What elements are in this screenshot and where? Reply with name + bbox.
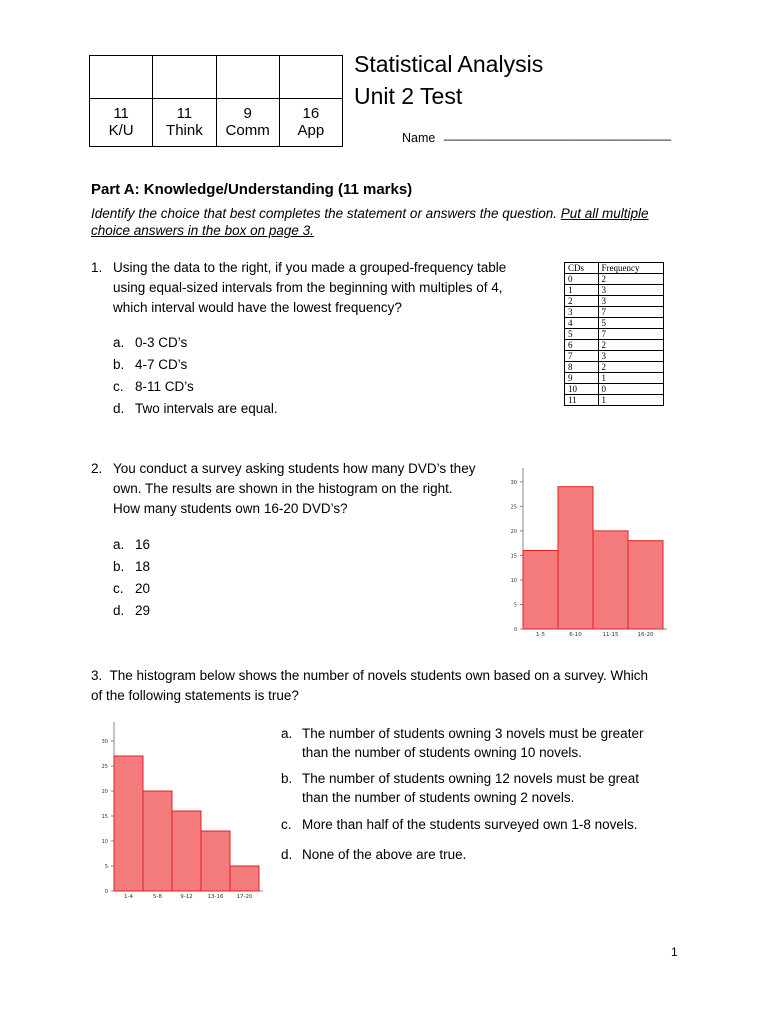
part-a-heading: Part A: Knowledge/Understanding (11 marks) [91, 181, 413, 198]
instruction-text: Identify the choice that best completes the statement or answers the question. [91, 206, 561, 221]
x-tick-label: 1-4 [124, 894, 133, 900]
freq-cell: 3 [598, 285, 664, 296]
option-text: 16 [135, 537, 151, 552]
y-tick-label: 10 [101, 839, 108, 845]
cd-cell: 3 [565, 307, 599, 318]
q1-option-a[interactable] [113, 335, 188, 350]
option-text: 18 [135, 559, 151, 574]
q1-text [113, 258, 506, 318]
q3-line-text: The histogram below shows the number of novels students own based on a survey. Which [109, 668, 649, 683]
option-text: 4-7 CD’s [135, 357, 188, 372]
cd-cell: 1 [565, 285, 599, 296]
histogram-bar [172, 811, 201, 891]
freq-cell: 2 [598, 274, 664, 285]
option-text: 20 [135, 581, 151, 596]
q3-option-d[interactable] [281, 845, 467, 864]
option-letter: a. [113, 537, 125, 552]
q1-option-d[interactable] [113, 401, 278, 416]
marks-label: Comm [216, 122, 279, 147]
freq-cell: 2 [598, 340, 664, 351]
option-letter: c. [281, 817, 292, 832]
cd-cell: 9 [565, 373, 599, 384]
freq-cell: 1 [598, 373, 664, 384]
marks-value: 11 [90, 99, 153, 122]
option-letter: a. [281, 726, 293, 741]
dvd-histogram [490, 465, 670, 645]
x-tick-label: 17-20 [236, 894, 253, 900]
y-tick-label: 30 [101, 739, 108, 745]
q2-line: You conduct a survey asking students how many DVD’s they [113, 461, 476, 476]
option-text: Two intervals are equal. [135, 401, 278, 416]
marks-table [89, 55, 343, 147]
part-a-instructions [91, 205, 691, 239]
histogram-bar [628, 541, 663, 629]
marks-blank-cell[interactable] [153, 56, 216, 99]
instruction-underlined: choice answers in the box on page 3. [91, 223, 314, 238]
y-tick-label: 30 [510, 479, 517, 486]
cd-cell: 11 [565, 395, 599, 406]
y-tick-label: 15 [510, 553, 517, 560]
cd-cell: 5 [565, 329, 599, 340]
q1-number: 1. [91, 260, 103, 275]
q1-line: Using the data to the right, if you made a grouped-frequency table [113, 260, 507, 275]
name-input-line[interactable]: _______________________________ [444, 126, 672, 141]
q3-number: 3. [91, 668, 103, 683]
page-title: Statistical Analysis [354, 51, 544, 77]
histogram-bar [523, 551, 558, 630]
q2-number: 2. [91, 461, 103, 476]
freq-cell: 3 [598, 351, 664, 362]
marks-value: 16 [279, 99, 342, 122]
option-line: The number of students owning 3 novels must be greater [302, 726, 644, 741]
option-letter: c. [113, 379, 124, 394]
x-tick-label: 13-16 [207, 894, 224, 900]
marks-blank-cell[interactable] [90, 56, 153, 99]
option-letter: d. [281, 847, 293, 862]
option-text [302, 769, 639, 807]
marks-blank-cell[interactable] [279, 56, 342, 99]
cd-cell: 10 [565, 384, 599, 395]
freq-cell: 2 [598, 362, 664, 373]
q2-option-b[interactable] [113, 559, 151, 574]
q2-line: own. The results are shown in the histogram on the right. [113, 481, 453, 496]
cd-cell: 4 [565, 318, 599, 329]
marks-label: Think [153, 122, 216, 147]
histogram-bar [558, 487, 593, 629]
option-letter: d. [113, 401, 125, 416]
y-tick-label: 15 [101, 814, 108, 820]
q2-option-c[interactable] [113, 581, 151, 596]
y-tick-label: 5 [513, 602, 517, 609]
freq-cell: 7 [598, 307, 664, 318]
option-text [302, 724, 643, 762]
freq-cell: 7 [598, 329, 664, 340]
freq-cell: 1 [598, 395, 664, 406]
cd-frequency-table [564, 262, 664, 406]
x-tick-label: 1-5 [536, 632, 545, 638]
cd-cell: 6 [565, 340, 599, 351]
instruction-underlined: Put all multiple [560, 206, 649, 221]
histogram-bar [201, 831, 230, 891]
y-tick-label: 20 [101, 789, 108, 795]
x-tick-label: 9-12 [180, 894, 193, 900]
novels-histogram [90, 715, 270, 900]
page-subtitle: Unit 2 Test [354, 83, 463, 109]
histogram-bar [230, 866, 259, 891]
option-text: None of the above are true. [302, 847, 467, 862]
q2-option-d[interactable] [113, 603, 151, 618]
marks-label: App [279, 122, 342, 147]
option-text: 8-11 CD’s [135, 379, 194, 394]
q1-line: which interval would have the lowest frequency? [113, 300, 402, 315]
option-text: 29 [135, 603, 151, 618]
y-tick-label: 25 [101, 764, 108, 770]
option-letter: b. [113, 357, 125, 372]
option-letter: a. [113, 335, 125, 350]
q3-line: of the following statements is true? [91, 688, 299, 703]
histogram-bar [143, 791, 172, 891]
cd-cell: 7 [565, 351, 599, 362]
freq-cell: 5 [598, 318, 664, 329]
x-tick-label: 6-10 [569, 632, 582, 638]
q3-text [91, 666, 648, 706]
x-tick-label: 11-15 [602, 632, 619, 638]
q2-text [113, 459, 475, 519]
page-number: 1 [671, 945, 678, 959]
x-tick-label: 16-20 [637, 632, 654, 638]
y-tick-label: 0 [513, 627, 517, 633]
q3-option-b[interactable] [281, 769, 639, 805]
option-letter: d. [113, 603, 125, 618]
option-line: than the number of students owning 2 novels. [302, 790, 575, 805]
q3-option-c[interactable] [281, 815, 638, 834]
histogram-bar [593, 531, 628, 629]
marks-label: K/U [90, 122, 153, 147]
cd-cell: 0 [565, 274, 599, 285]
option-line: The number of students owning 12 novels must be great [302, 771, 639, 786]
marks-value: 9 [216, 99, 279, 122]
q2-line: How many students own 16-20 DVD’s? [113, 501, 348, 516]
x-tick-label: 5-8 [153, 894, 162, 900]
y-tick-label: 25 [510, 504, 517, 511]
name-label: Name [402, 131, 436, 145]
q3-line [91, 666, 648, 686]
cd-cell: 2 [565, 296, 599, 307]
option-letter: c. [113, 581, 124, 596]
y-tick-label: 0 [104, 889, 108, 895]
option-text: 0-3 CD’s [135, 335, 188, 350]
freq-cell: 0 [598, 384, 664, 395]
cd-header: CDs [565, 263, 599, 274]
freq-cell: 3 [598, 296, 664, 307]
frequency-header: Frequency [598, 263, 664, 274]
q1-option-c[interactable] [113, 379, 194, 394]
option-line: than the number of students owning 10 novels. [302, 745, 582, 760]
marks-value: 11 [153, 99, 216, 122]
q3-option-a[interactable] [281, 724, 644, 760]
cd-cell: 8 [565, 362, 599, 373]
q1-option-b[interactable] [113, 357, 188, 372]
y-tick-label: 5 [104, 864, 108, 870]
q2-option-a[interactable] [113, 537, 151, 552]
marks-blank-cell[interactable] [216, 56, 279, 99]
option-letter: b. [281, 771, 293, 786]
y-tick-label: 10 [510, 577, 517, 584]
option-letter: b. [113, 559, 125, 574]
histogram-bar [114, 756, 143, 891]
q1-line: using equal-sized intervals from the beginning with multiples of 4, [113, 280, 503, 295]
y-tick-label: 20 [510, 528, 517, 535]
option-text: More than half of the students surveyed own 1-8 novels. [302, 817, 638, 832]
